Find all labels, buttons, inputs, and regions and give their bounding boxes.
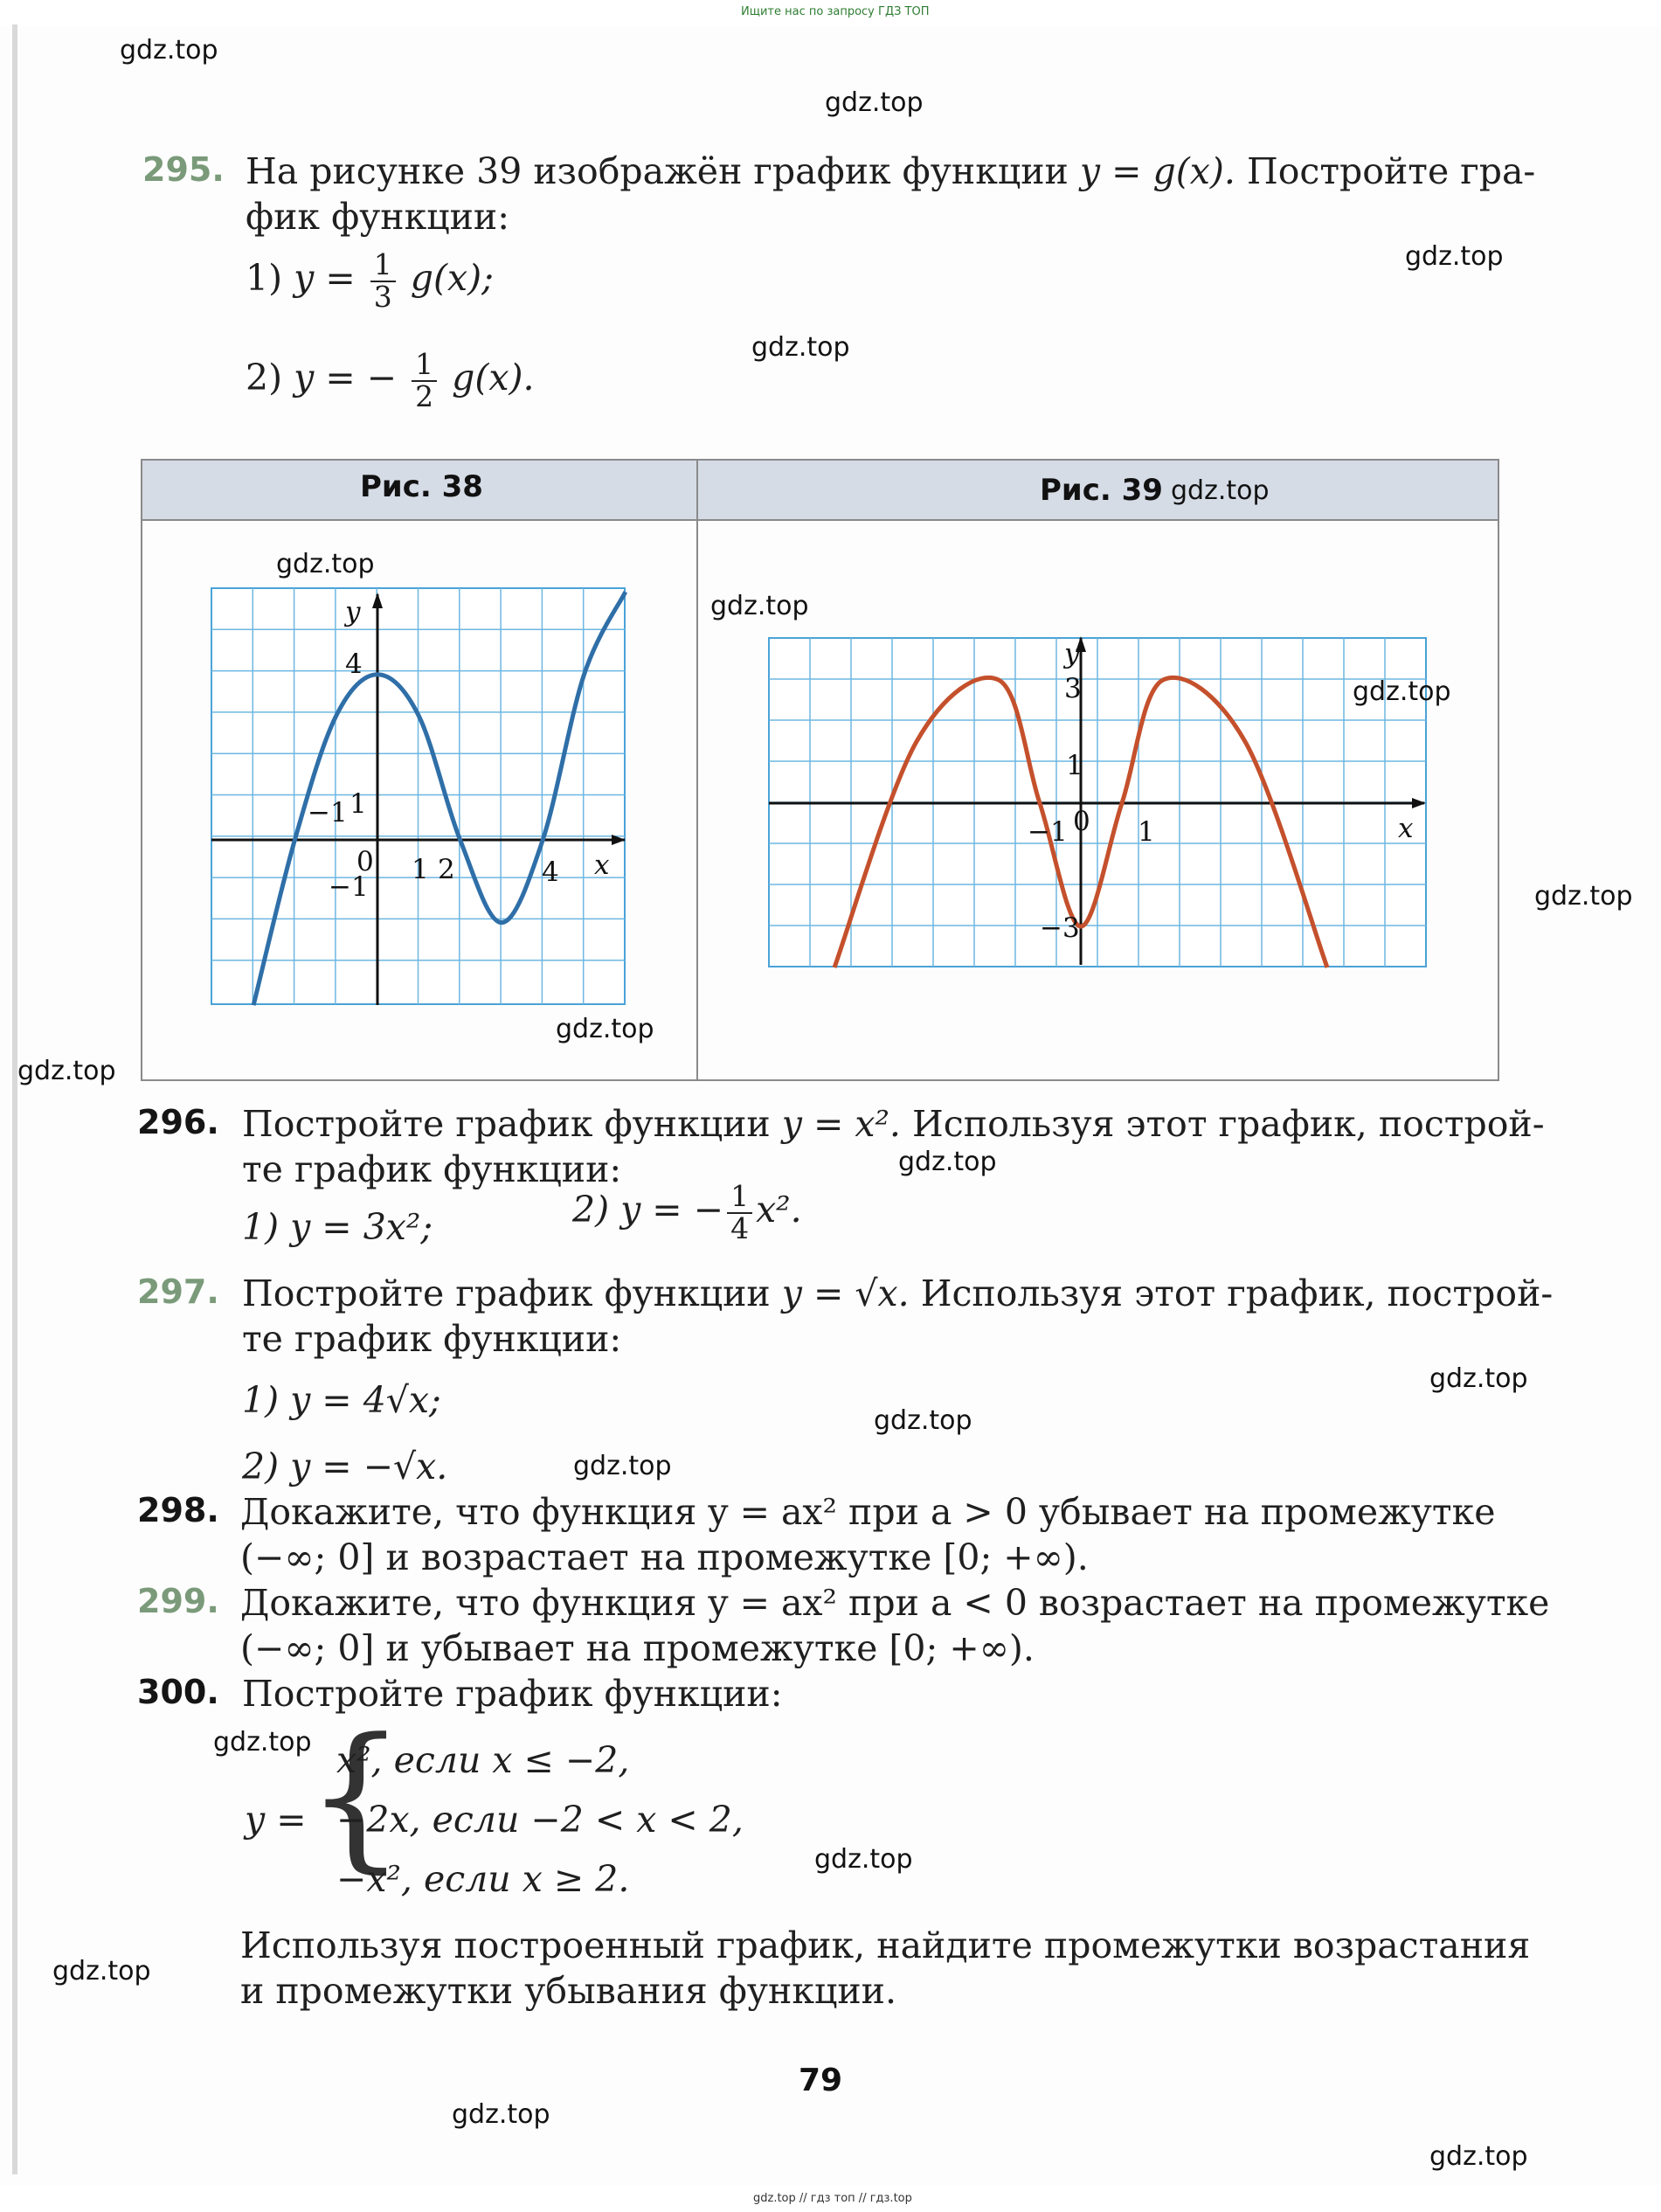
item-rhs: x². [756,1189,802,1231]
problem-295-number: 295. [142,150,225,189]
denominator: 2 [415,378,434,413]
problem-299-line1: Докажите, что функция y = ax² при a < 0 возрастает на промежутке [240,1582,1550,1624]
problem-297-math: y = √x. [781,1272,910,1314]
watermark-8: gdz.top [1353,676,1451,707]
problem-296-item1: 1) y = 3x²; [242,1206,433,1248]
watermark-7: gdz.top [710,591,809,621]
problem-295-math: y = g(x). [1079,150,1235,192]
problem-298-number: 298. [137,1491,219,1529]
fig38-grid [211,588,625,1004]
page-number: 79 [799,2063,843,2098]
item-label: 2) [246,357,283,399]
fig38-x-label: x [594,849,610,881]
problem-300-line1: Постройте график функции: [242,1673,783,1715]
problem-297-text-a: Постройте график функции [242,1272,771,1314]
denominator: 4 [730,1210,750,1245]
watermark-15: gdz.top [573,1451,672,1481]
problem-300-case1: x², если x ≤ −2, [336,1739,630,1781]
watermark-3: gdz.top [1405,241,1504,272]
problem-296-math: y = x². [781,1103,901,1145]
fig38-tick-y4: 4 [345,648,363,680]
problem-296-text-a: Постройте график функции [242,1103,771,1145]
problem-295-text-a: На рисунке 39 изображён график функции [246,150,1069,192]
piecewise-brace: { [306,1705,406,1888]
fig38-tick-origin: 0 [356,846,374,877]
watermark-11: gdz.top [17,1056,116,1086]
watermark-10: gdz.top [556,1014,654,1044]
item-lhs: y = − [294,357,398,399]
problem-300-case3: −x², если x ≥ 2. [336,1858,630,1900]
fig39-x-label: x [1398,813,1414,844]
watermark-6: gdz.top [276,549,375,579]
problem-300-case2: −2x, если −2 < x < 2, [336,1799,744,1841]
watermark-14: gdz.top [874,1405,972,1436]
watermark-2: gdz.top [825,87,924,118]
problem-295-item2 [246,347,535,413]
fig38-tick-x4: 4 [542,856,559,888]
problem-295-item1 [246,247,494,314]
fig38-tick-y1: 1 [350,788,367,820]
fraction [370,247,396,314]
problem-297-item2: 2) y = −√x. [242,1446,448,1487]
fig38-tick-x2: 2 [438,854,455,885]
problem-295-line2: фик функции: [246,196,510,238]
item-label: 1) [246,257,283,300]
watermark-17: gdz.top [814,1844,913,1875]
item-lhs: y = [294,257,356,300]
bottom-banner: gdz.top // гдз топ // гдз.top [753,2192,912,2205]
problem-299-line2: (−∞; 0] и убывает на промежутке [0; +∞). [240,1627,1035,1669]
fraction [412,347,437,413]
fig39-tick-y1: 1 [1066,750,1083,781]
problem-297-item1: 1) y = 4√x; [242,1379,441,1421]
problem-300-after2: и промежутки убывания функции. [240,1970,897,2012]
fig38-tick-ym1: −1 [329,871,369,903]
fig39-y-label: y [1064,638,1080,669]
fig39-tick-ym3: −3 [1040,912,1080,944]
problem-297-number: 297. [137,1272,219,1311]
fig38-tick-x1: 1 [412,854,429,885]
fig39-tick-y3: 3 [1064,673,1082,704]
problem-296-line1 [242,1103,1545,1145]
problem-296-text-b: Используя этот график, построй- [912,1103,1545,1145]
problem-297-line2: те график функции: [242,1318,622,1360]
item-rhs: g(x); [410,257,494,300]
problem-300-after1: Используя построенный график, найдите промежутки возрастания [240,1924,1531,1966]
problem-298-line2: (−∞; 0] и возрастает на промежутке [0; +∞). [240,1536,1089,1578]
problem-297-line1 [242,1272,1553,1314]
problem-296-line2: те график функции: [242,1148,622,1190]
item-rhs: g(x). [452,357,535,399]
fig39-tick-x1: 1 [1138,816,1155,848]
item-lhs: 2) y = − [572,1189,724,1231]
fig38-y-label: y [345,596,361,628]
watermark-1: gdz.top [120,35,218,66]
numerator: 1 [412,350,437,382]
watermark-4: gdz.top [751,332,850,363]
panel-header [142,461,1498,520]
problem-300-number: 300. [137,1673,219,1711]
problem-296-item2 [572,1179,802,1245]
problem-295-line1 [246,150,1535,192]
fig39-tick-origin: 0 [1073,806,1090,837]
numerator: 1 [370,250,396,282]
top-banner: Ищите нас по запросу ГДЗ ТОП [741,5,930,18]
problem-299-number: 299. [137,1582,219,1620]
watermark-16: gdz.top [213,1727,312,1758]
watermark-9: gdz.top [1534,881,1633,912]
watermark-20: gdz.top [1429,2141,1528,2172]
watermark-18: gdz.top [52,1956,151,1987]
fig38-title: Рис. 38 [360,469,483,504]
fig39-tick-xm1: −1 [1028,816,1068,848]
watermark-19: gdz.top [452,2099,550,2130]
watermark-12: gdz.top [898,1147,997,1177]
fraction [727,1179,752,1245]
problem-296-number: 296. [137,1103,219,1141]
problem-300-lhs: y = [245,1799,307,1841]
problem-298-line1: Докажите, что функция y = ax² при a > 0 убывает на промежутке [240,1491,1496,1533]
watermark-5: gdz.top [1171,475,1270,506]
numerator: 1 [727,1182,752,1214]
page-edge [12,24,17,2174]
problem-297-text-b: Используя этот график, построй- [920,1272,1554,1314]
problem-295-text-b: Постройте гра- [1246,150,1536,192]
denominator: 3 [373,279,392,314]
fig38-tick-xm1: −1 [308,797,348,829]
watermark-13: gdz.top [1429,1363,1528,1394]
fig39-title: Рис. 39 [1040,473,1163,508]
